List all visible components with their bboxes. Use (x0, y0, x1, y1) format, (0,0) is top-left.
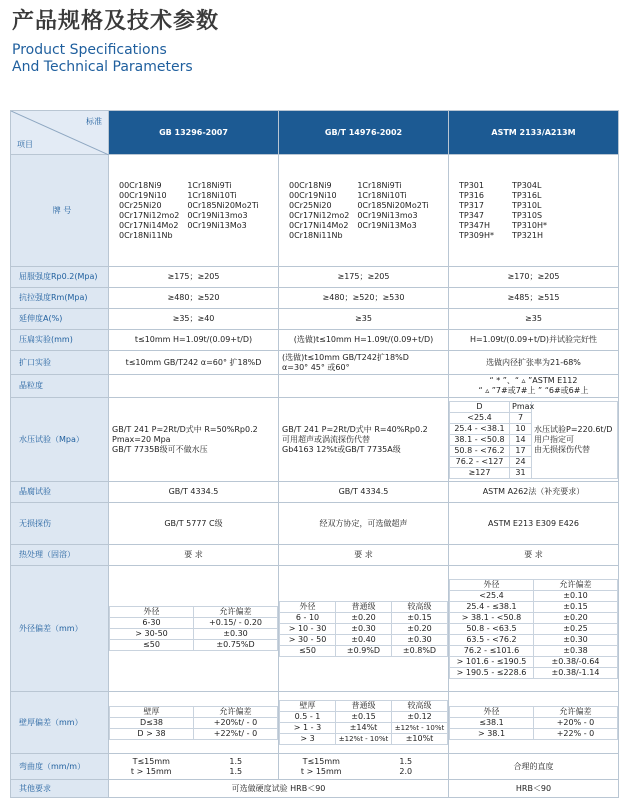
list-line: 0Cr19Ni13Mo3 (357, 220, 417, 230)
od-c3-cell: 76.2 - ≤101.6 (450, 645, 534, 656)
od-c3-cell: 63.5 - <76.2 (450, 634, 534, 645)
wall-c1-cell: D≤38 (110, 717, 194, 728)
list-line: TP310L (512, 200, 542, 210)
yield-col2: ≥175；≥205 (279, 267, 449, 288)
hydro-p-cell: 24 (510, 456, 532, 467)
od-col3 (449, 566, 619, 692)
wall-c2-cell: > 3 (280, 734, 336, 745)
od-c1-cell: 6-30 (110, 618, 194, 629)
elong-label: 延伸度A(%) (11, 309, 109, 330)
od-c3-cell: ±0.20 (534, 612, 618, 623)
hydro-col1 (109, 398, 279, 482)
standard-label: 标准 (86, 117, 102, 126)
od-c3-cell: ±0.30 (534, 634, 618, 645)
wall-table-col2 (279, 700, 448, 745)
bend-c1-cond: T≤15mm (132, 756, 170, 766)
grades-col1 (109, 155, 279, 267)
elong-col2: ≥35 (279, 309, 449, 330)
od-c3-cell: <25.4 (450, 590, 534, 601)
yield-col3: ≥170；≥205 (449, 267, 619, 288)
wall-c2-cell: ±0.15 (336, 712, 392, 723)
od-c2-cell: 6 - 10 (280, 612, 336, 623)
list-line: 0Cr17Ni14Mo2 (119, 220, 179, 230)
row-heat (11, 545, 619, 566)
bend-col2 (279, 754, 449, 780)
grades-col2-a (289, 181, 349, 241)
grades-col3-b (512, 181, 547, 241)
tensile-col3: ≥485；≥515 (449, 288, 619, 309)
od-c1-head: 外径 (110, 607, 194, 618)
intergran-col2: GB/T 4334.5 (279, 482, 449, 503)
wall-c2-head: 壁厚 (280, 701, 336, 712)
flatten-col3: H=1.09t/(0.09+t/D)并试验完好性 (449, 330, 619, 351)
wall-c3-cell: ≤38.1 (450, 717, 534, 728)
list-line: 可用超声或涡流探伤代替 (282, 434, 370, 444)
wall-col1 (109, 692, 279, 754)
item-label: 项目 (17, 140, 33, 149)
grades-col1-b (187, 181, 258, 231)
od-c2-cell: ±0.9%D (336, 645, 392, 656)
tensile-label: 抗拉强度Rm(Mpa) (11, 288, 109, 309)
grain-col1 (109, 375, 279, 398)
list-line: 0Cr18Ni11Nb (119, 230, 173, 240)
wall-c1-cell: D > 38 (110, 728, 194, 739)
list-line: 水压试验P=220.6t/D (534, 424, 613, 434)
row-tensile (11, 288, 619, 309)
bend-c2-cond: T≤15mm (302, 756, 340, 766)
grain-label: 晶粒度 (11, 375, 109, 398)
list-line: TP301 (459, 180, 484, 190)
row-grades (11, 155, 619, 267)
flare-label: 扩口实验 (11, 351, 109, 375)
wall-table-col1 (109, 706, 278, 740)
grades-col2-b (357, 181, 428, 231)
bend-c1-cond: t > 15mm (130, 766, 172, 776)
od-c3-cell: 50.8 - <63.5 (450, 623, 534, 634)
wall-c3-cell: +22% - 0 (534, 728, 618, 739)
list-line: 0Cr17Ni14Mo2 (289, 220, 349, 230)
list-line: 00Cr18Ni9 (119, 180, 162, 190)
od-table-col2 (279, 601, 448, 657)
ndt-col2: 经双方协定，可选做超声 (279, 503, 449, 545)
heat-col1: 要 求 (109, 545, 279, 566)
tensile-col1: ≥480；≥520 (109, 288, 279, 309)
od-c2-cell: ±0.40 (336, 634, 392, 645)
list-line: 0Cr185Ni20Mo2Ti (357, 200, 429, 210)
od-c2-head: 普通级 (336, 601, 392, 612)
list-line: 0Cr19Ni13mo3 (187, 210, 248, 220)
od-c1-cell: +0.15/ - 0.20 (194, 618, 278, 629)
od-c1-cell: ±0.30 (194, 629, 278, 640)
list-line: 1Cr18Ni9Ti (187, 180, 232, 190)
flare-col3: 选做内径扩张率为21-68% (449, 351, 619, 375)
od-c3-cell: ±0.10 (534, 590, 618, 601)
heat-col3: 要 求 (449, 545, 619, 566)
list-line: TP347 (459, 210, 484, 220)
bend-c2-cond: t > 15mm (300, 766, 342, 776)
wall-c3-head: 允许偏差 (534, 706, 618, 717)
row-hydro (11, 398, 619, 482)
list-line: 1Cr18Ni9Ti (357, 180, 402, 190)
wall-c2-cell: ±0.12 (392, 712, 448, 723)
wall-col2 (279, 692, 449, 754)
elong-col3: ≥35 (449, 309, 619, 330)
wall-c3-cell: > 38.1 (450, 728, 534, 739)
row-ndt (11, 503, 619, 545)
page-title-en (12, 42, 193, 76)
hydro-d-cell: <25.4 (450, 412, 510, 423)
list-line: 0Cr19Ni13Mo3 (187, 220, 247, 230)
list-line: 00Cr19Ni10 (289, 190, 337, 200)
od-col1 (109, 566, 279, 692)
hydro-d-cell: 76.2 - <127 (450, 456, 510, 467)
title-en-line-1: Product Specifications (12, 42, 167, 58)
list-line: TP321H (512, 230, 543, 240)
od-c2-cell: ±0.8%D (392, 645, 448, 656)
row-elongation (11, 309, 619, 330)
yield-col1: ≥175；≥205 (109, 267, 279, 288)
grades-col3-a (459, 181, 494, 241)
list-line: TP316 (459, 190, 484, 200)
wall-c2-cell: ±12%t - 10%t (392, 723, 448, 734)
list-line: 00Cr19Ni10 (119, 190, 167, 200)
wall-c3-head: 外径 (450, 706, 534, 717)
grain-col3-line1: “ * ”、“ ▵ ”ASTM E112 (489, 376, 578, 385)
od-label: 外径偏差（mm） (11, 566, 109, 692)
hydro-label: 水压试验（Mpa） (11, 398, 109, 482)
row-bend (11, 754, 619, 780)
wall-c2-cell: ±12%t - 10%t (336, 734, 392, 745)
list-line: 用户指定可 (534, 434, 574, 444)
wall-col3 (449, 692, 619, 754)
other-label: 其他要求 (11, 780, 109, 798)
od-col2 (279, 566, 449, 692)
grain-col3 (449, 375, 619, 398)
row-od (11, 566, 619, 692)
row-wall (11, 692, 619, 754)
ndt-col1: GB/T 5777 C级 (109, 503, 279, 545)
list-line: 由无损探伤代替 (534, 444, 590, 454)
hydro-col2 (279, 398, 449, 482)
hydro-p-cell: 10 (510, 423, 532, 434)
od-c3-cell: ±0.15 (534, 601, 618, 612)
bend-col3: 合理的直度 (449, 754, 619, 780)
flare-col1: t≤10mm GB/T242 α=60° 扩18%D (109, 351, 279, 375)
ndt-label: 无损探伤 (11, 503, 109, 545)
list-line: 1Cr18Ni10Ti (357, 190, 407, 200)
wall-c1-head: 壁厚 (110, 706, 194, 717)
hydro-d-cell: 38.1 - <50.8 (450, 434, 510, 445)
list-line: GB/T 241 P=2Rt/D式中 R=50%Rp0.2 (112, 424, 258, 434)
row-grain (11, 375, 619, 398)
list-line: TP316L (512, 190, 542, 200)
hydro-d-header: D (450, 401, 510, 412)
intergran-col3: ASTM A262法（补充要求） (449, 482, 619, 503)
od-c2-cell: ±0.30 (336, 623, 392, 634)
od-c3-cell: ±0.25 (534, 623, 618, 634)
od-c1-cell: > 30-50 (110, 629, 194, 640)
intergran-label: 晶腐试验 (11, 482, 109, 503)
bend-c2-val: 1.5 (399, 756, 413, 766)
elong-col1: ≥35；≥40 (109, 309, 279, 330)
hydro-p-cell: 14 (510, 434, 532, 445)
bend-label: 弯曲度（mm/m） (11, 754, 109, 780)
other-col12: 可选做硬度试验 HRB＜90 (109, 780, 449, 798)
bend-table-col2 (279, 757, 448, 777)
grades-col3 (449, 155, 619, 267)
hydro-p-cell: 17 (510, 445, 532, 456)
heat-col2: 要 求 (279, 545, 449, 566)
grades-col2 (279, 155, 449, 267)
hydro-p-cell: 7 (510, 412, 532, 423)
header-gb13296: GB 13296-2007 (109, 111, 279, 155)
bend-table-col1 (109, 757, 278, 777)
header-corner (11, 111, 109, 155)
list-line: TP310H* (512, 220, 547, 230)
od-c3-cell: > 101.6 - ≤190.5 (450, 656, 534, 667)
list-line: GB/T 7735B级可不做水压 (112, 444, 208, 454)
wall-c1-cell: +22%t/ - 0 (194, 728, 278, 739)
hydro-col3 (449, 398, 619, 482)
row-yield (11, 267, 619, 288)
od-c2-cell: ±0.20 (392, 623, 448, 634)
title-en-line-2: And Technical Parameters (12, 59, 193, 75)
hydro-note (532, 401, 618, 478)
od-c2-head: 外径 (280, 601, 336, 612)
wall-c2-head: 较高级 (392, 701, 448, 712)
heat-label: 热处理（固溶） (11, 545, 109, 566)
bend-c1-val: 1.5 (229, 756, 243, 766)
flatten-label: 压扁实验(mm) (11, 330, 109, 351)
grades-label: 牌 号 (11, 155, 109, 267)
header-row (11, 111, 619, 155)
od-c3-cell: ±0.38/-1.14 (534, 667, 618, 678)
other-col3: HRB＜90 (449, 780, 619, 798)
header-astm: ASTM 2133/A213M (449, 111, 619, 155)
od-c2-cell: ±0.30 (392, 634, 448, 645)
wall-c2-head: 普通级 (336, 701, 392, 712)
flare-col2-line2: α=30° 45° 或60° (282, 362, 350, 372)
wall-c2-cell: ±14%t (336, 723, 392, 734)
intergran-col1: GB/T 4334.5 (109, 482, 279, 503)
od-c3-cell: ±0.38 (534, 645, 618, 656)
ndt-col3: ASTM E213 E309 E426 (449, 503, 619, 545)
grain-col3-line2: “ ▵ ”7#或7#上 ” “6#或6#上 (478, 386, 589, 395)
list-line: 00Cr18Ni9 (289, 180, 332, 190)
list-line: 0Cr18Ni11Nb (289, 230, 343, 240)
grain-col2 (279, 375, 449, 398)
flatten-col2: (选做)t≤10mm H=1.09t/(0.09+t/D) (279, 330, 449, 351)
od-c3-cell: ±0.38/-0.64 (534, 656, 618, 667)
header-gbt14976: GB/T 14976-2002 (279, 111, 449, 155)
list-line: Gb4163 12%t或GB/T 7735A级 (282, 444, 401, 454)
list-line: 0Cr25Ni20 (289, 200, 332, 210)
list-line: Pmax=20 Mpa (112, 434, 171, 444)
od-c1-cell: ±0.75%D (194, 640, 278, 651)
od-c2-cell: ≤50 (280, 645, 336, 656)
list-line: 0Cr17Ni12mo2 (289, 210, 350, 220)
tensile-col2: ≥480；≥520；≥530 (279, 288, 449, 309)
hydro-d-cell: ≥127 (450, 467, 510, 478)
od-table-col3 (449, 579, 618, 679)
list-line: 1Cr18Ni10Ti (187, 190, 237, 200)
od-c2-head: 较高级 (392, 601, 448, 612)
row-intergranular (11, 482, 619, 503)
row-flare (11, 351, 619, 375)
od-c3-cell: > 190.5 - ≤228.6 (450, 667, 534, 678)
wall-label: 壁厚偏差（mm） (11, 692, 109, 754)
od-c2-cell: ±0.20 (336, 612, 392, 623)
list-line: GB/T 241 P=2Rt/D式中 R=40%Rp0.2 (282, 424, 428, 434)
od-c3-head: 允许偏差 (534, 579, 618, 590)
flatten-col1: t≤10mm H=1.09t/(0.09+t/D) (109, 330, 279, 351)
flare-col2 (279, 351, 449, 375)
wall-c1-cell: +20%t/ - 0 (194, 717, 278, 728)
hydro-p-header: Pmax (510, 401, 532, 412)
flare-col2-line1: (选做)t≤10mm GB/T242扩18%D (282, 352, 409, 362)
wall-table-col3 (449, 706, 618, 740)
wall-c2-cell: ±10%t (392, 734, 448, 745)
row-other (11, 780, 619, 798)
list-line: 0Cr17Ni12mo2 (119, 210, 180, 220)
wall-c2-cell: 0.5 - 1 (280, 712, 336, 723)
hydro-d-cell: 50.8 - <76.2 (450, 445, 510, 456)
bend-col1 (109, 754, 279, 780)
list-line: TP317 (459, 200, 484, 210)
od-c2-cell: ±0.15 (392, 612, 448, 623)
bend-c1-val: 1.5 (229, 766, 243, 776)
hydro-d-cell: 25.4 - <38.1 (450, 423, 510, 434)
od-table-col1 (109, 606, 278, 651)
list-line: 0Cr19Ni13mo3 (357, 210, 418, 220)
list-line: 0Cr25Ni20 (119, 200, 162, 210)
wall-c1-head: 允许偏差 (194, 706, 278, 717)
spec-table (10, 110, 619, 798)
list-line: TP347H (459, 220, 490, 230)
od-c1-head: 允许偏差 (194, 607, 278, 618)
od-c2-cell: > 10 - 30 (280, 623, 336, 634)
yield-label: 屈服强度Rp0.2(Mpa) (11, 267, 109, 288)
od-c3-cell: > 38.1 - <50.8 (450, 612, 534, 623)
od-c3-cell: 25.4 - ≤38.1 (450, 601, 534, 612)
list-line: 0Cr185Ni20Mo2Ti (187, 200, 259, 210)
bend-c2-val: 2.0 (399, 766, 413, 776)
od-c1-cell: ≤50 (110, 640, 194, 651)
grades-col1-a (119, 181, 179, 241)
list-line: TP310S (512, 210, 543, 220)
page-title-cn: 产品规格及技术参数 (12, 9, 220, 34)
row-flatten (11, 330, 619, 351)
hydro-pressure-table (449, 401, 618, 479)
od-c3-head: 外径 (450, 579, 534, 590)
wall-c2-cell: > 1 - 3 (280, 723, 336, 734)
hydro-p-cell: 31 (510, 467, 532, 478)
list-line: TP304L (512, 180, 542, 190)
od-c2-cell: > 30 - 50 (280, 634, 336, 645)
list-line: TP309H* (459, 230, 494, 240)
wall-c3-cell: +20% - 0 (534, 717, 618, 728)
